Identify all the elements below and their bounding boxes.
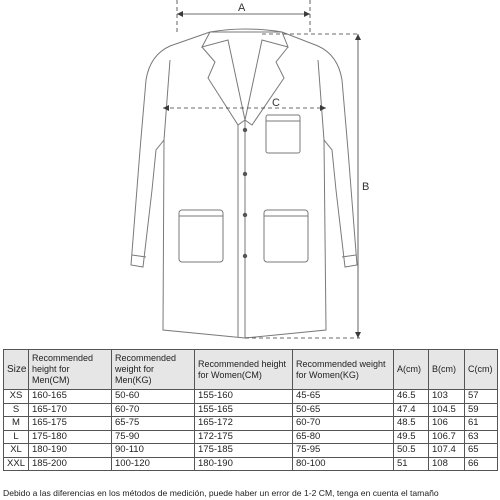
- header-c: C(cm): [465, 350, 498, 390]
- cell-weight-women: 75-95: [293, 444, 394, 458]
- cell-a: 50.5: [394, 444, 429, 458]
- dim-b-label: B: [362, 181, 370, 193]
- cell-height-women: 175-185: [195, 444, 293, 458]
- cell-b: 103: [429, 390, 465, 404]
- size-chart-header-row: [4, 350, 498, 390]
- cell-weight-men: 75-90: [112, 430, 195, 444]
- cell-height-men: 180-190: [29, 444, 112, 458]
- coat-button-4: [243, 254, 247, 258]
- cell-weight-men: 60-70: [112, 403, 195, 417]
- cell-b: 107.4: [429, 444, 465, 458]
- coat-button-1: [243, 128, 247, 132]
- dim-a-left-arrow: [177, 11, 183, 17]
- header-weight-women: Recommended weight for Women(KG): [293, 350, 394, 390]
- header-size: Size: [4, 350, 29, 390]
- cell-size: XL: [4, 444, 29, 458]
- cell-height-men: 160-165: [29, 390, 112, 404]
- cell-weight-men: 100-120: [112, 457, 195, 471]
- dim-a-label: A: [238, 2, 246, 14]
- table-row: [4, 457, 498, 471]
- cell-height-men: 175-180: [29, 430, 112, 444]
- cell-size: XXL: [4, 457, 29, 471]
- table-row: [4, 430, 498, 444]
- cell-weight-men: 50-60: [112, 390, 195, 404]
- cell-size: M: [4, 417, 29, 431]
- cell-b: 106.7: [429, 430, 465, 444]
- cell-c: 57: [465, 390, 498, 404]
- table-row: [4, 444, 498, 458]
- header-b: B(cm): [429, 350, 465, 390]
- size-chart-table: [3, 349, 498, 471]
- cell-weight-women: 80-100: [293, 457, 394, 471]
- dim-a-right-arrow: [304, 11, 310, 17]
- cell-size: S: [4, 403, 29, 417]
- table-row: [4, 390, 498, 404]
- table-row: [4, 403, 498, 417]
- cell-height-men: 165-170: [29, 403, 112, 417]
- cell-size: L: [4, 430, 29, 444]
- header-a: A(cm): [394, 350, 429, 390]
- cell-c: 65: [465, 444, 498, 458]
- coat-button-2: [243, 172, 247, 176]
- cell-height-men: 185-200: [29, 457, 112, 471]
- header-height-men: Recommended height for Men(CM): [29, 350, 112, 390]
- cell-a: 48.5: [394, 417, 429, 431]
- cell-b: 104.5: [429, 403, 465, 417]
- cell-weight-men: 65-75: [112, 417, 195, 431]
- cell-c: 59: [465, 403, 498, 417]
- cell-c: 66: [465, 457, 498, 471]
- table-row: [4, 417, 498, 431]
- cell-weight-women: 65-80: [293, 430, 394, 444]
- dim-c-label: C: [272, 97, 280, 109]
- cell-c: 63: [465, 430, 498, 444]
- cell-height-women: 165-172: [195, 417, 293, 431]
- coat-button-3: [243, 213, 247, 217]
- header-weight-men: Recommended weight for Men(KG): [112, 350, 195, 390]
- measurement-footnote: Debido a las diferencias en los métodos de medición, puede haber un error de 1-2 CM, tenga en cuenta el tamaño: [3, 488, 439, 498]
- dim-b-bottom-arrow: [355, 332, 361, 338]
- cell-height-women: 172-175: [195, 430, 293, 444]
- cell-weight-women: 60-70: [293, 417, 394, 431]
- cell-size: XS: [4, 390, 29, 404]
- cell-a: 47.4: [394, 403, 429, 417]
- cell-a: 49.5: [394, 430, 429, 444]
- cell-c: 61: [465, 417, 498, 431]
- cell-weight-women: 50-65: [293, 403, 394, 417]
- cell-a: 46.5: [394, 390, 429, 404]
- cell-a: 51: [394, 457, 429, 471]
- cell-weight-men: 90-110: [112, 444, 195, 458]
- cell-height-men: 165-175: [29, 417, 112, 431]
- cell-height-women: 180-190: [195, 457, 293, 471]
- header-height-women: Recommended height for Women(CM): [195, 350, 293, 390]
- cell-b: 106: [429, 417, 465, 431]
- cell-height-women: 155-160: [195, 390, 293, 404]
- cell-height-women: 155-165: [195, 403, 293, 417]
- cell-weight-women: 45-65: [293, 390, 394, 404]
- dim-b-top-arrow: [355, 34, 361, 40]
- cell-b: 108: [429, 457, 465, 471]
- coat-body: [131, 32, 357, 338]
